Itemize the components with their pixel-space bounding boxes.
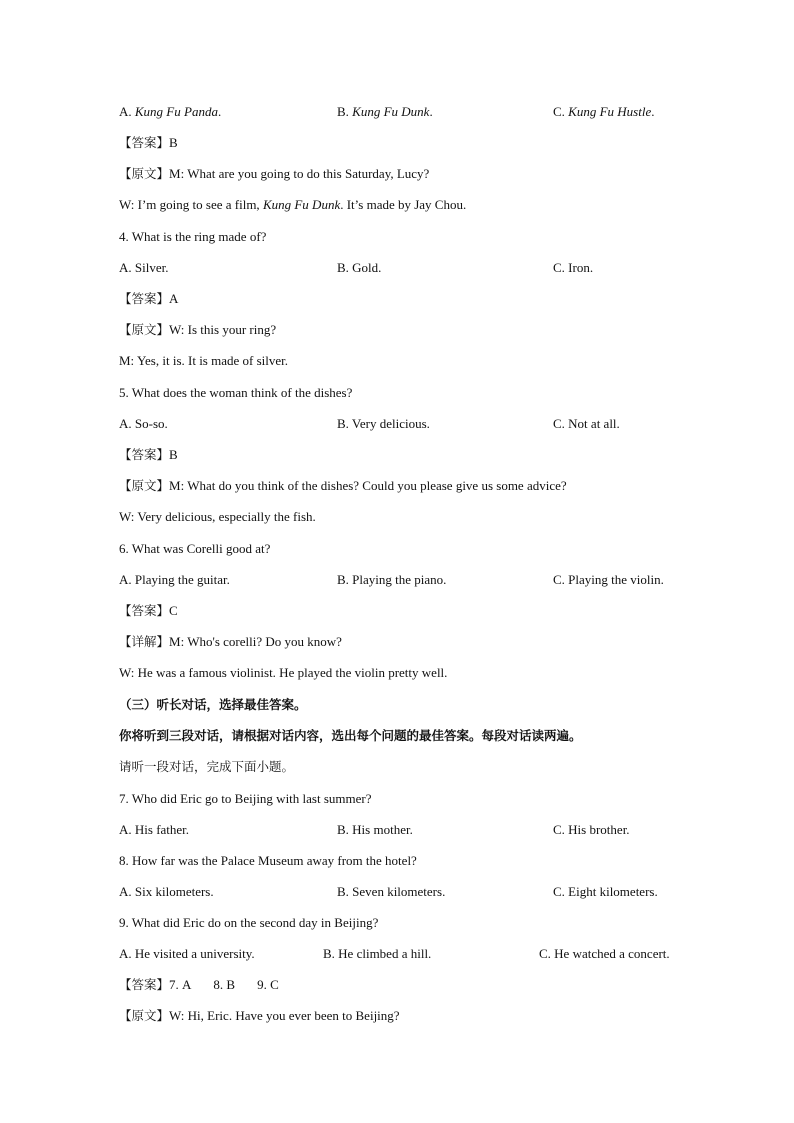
answer-7-9 — [119, 976, 279, 994]
q6-option-a: A. Playing the guitar. — [119, 572, 230, 587]
q4-option-c: C. Iron. — [553, 260, 594, 275]
q3-option-c — [553, 103, 654, 121]
q6-option-c: C. Playing the violin. — [553, 572, 664, 587]
option-letter: B. — [337, 104, 353, 119]
q3-option-a — [119, 103, 221, 121]
answer-8: 8. B — [213, 977, 236, 992]
option-end: . — [429, 104, 433, 119]
answer-4 — [119, 290, 178, 308]
transcript-tag: 【原文】 — [119, 166, 170, 181]
answer-6 — [119, 602, 178, 620]
transcript-3-m — [119, 165, 429, 183]
q9-option-a: A. He visited a university. — [119, 946, 255, 961]
q8-option-a: A. Six kilometers. — [119, 884, 214, 899]
answer-7: 7. A — [169, 977, 192, 992]
q7-option-a: A. His father. — [119, 822, 190, 837]
option-letter: C. — [553, 104, 569, 119]
q4-option-b: B. Gold. — [337, 260, 382, 275]
q8-option-b: B. Seven kilometers. — [337, 884, 446, 899]
section-heading: （三）听长对话，选择最佳答案。 — [119, 697, 307, 712]
option-letter: A. — [119, 104, 135, 119]
question-8: 8. How far was the Palace Museum away from the hotel? — [119, 853, 417, 868]
transcript-post: . It’s made by Jay Chou. — [340, 197, 467, 212]
transcript-6-w: W: He was a famous violinist. He played the violin pretty well. — [119, 665, 448, 680]
question-5: 5. What does the woman think of the dishes? — [119, 385, 353, 400]
transcript-pre: W: I’m going to see a film, — [119, 197, 263, 212]
option-title: Kung Fu Hustle — [568, 104, 652, 119]
transcript-5-w: W: Very delicious, especially the fish. — [119, 509, 316, 524]
answer-text: B — [169, 447, 178, 462]
answer-tag: 【答案】 — [119, 447, 170, 462]
transcript-text: M: What do you think of the dishes? Could you please give us some advice? — [169, 478, 567, 493]
transcript-text: W: Is this your ring? — [169, 322, 277, 337]
detail-tag: 【详解】 — [119, 634, 170, 649]
answer-3 — [119, 134, 178, 152]
q9-option-b: B. He climbed a hill. — [323, 946, 432, 961]
transcript-4-w — [119, 321, 276, 339]
question-9: 9. What did Eric do on the second day in Beijing? — [119, 915, 379, 930]
answer-5 — [119, 446, 178, 464]
transcript-5-m — [119, 477, 567, 495]
answer-9: 9. C — [257, 977, 279, 992]
q8-option-c: C. Eight kilometers. — [553, 884, 658, 899]
transcript-7-w — [119, 1007, 400, 1025]
q6-option-b: B. Playing the piano. — [337, 572, 447, 587]
transcript-6-m — [119, 633, 342, 651]
q7-option-b: B. His mother. — [337, 822, 413, 837]
transcript-tag: 【原文】 — [119, 322, 170, 337]
transcript-tag: 【原文】 — [119, 1008, 170, 1023]
q5-option-b: B. Very delicious. — [337, 416, 430, 431]
q5-option-a: A. So-so. — [119, 416, 168, 431]
q3-option-b — [337, 103, 433, 121]
transcript-tag: 【原文】 — [119, 478, 170, 493]
answer-tag: 【答案】 — [119, 603, 170, 618]
listen-instruction: 请听一段对话，完成下面小题。 — [119, 759, 295, 774]
section-instructions: 你将听到三段对话，请根据对话内容，选出每个问题的最佳答案。每段对话读两遍。 — [119, 728, 582, 743]
transcript-text: M: Who's corelli? Do you know? — [169, 634, 342, 649]
transcript-3-w — [119, 196, 466, 214]
question-6: 6. What was Corelli good at? — [119, 541, 271, 556]
transcript-text: M: What are you going to do this Saturday, Lucy? — [169, 166, 430, 181]
answer-text: A — [169, 291, 179, 306]
answer-text: B — [169, 135, 178, 150]
q7-option-c: C. His brother. — [553, 822, 630, 837]
answer-tag: 【答案】 — [119, 977, 170, 992]
option-end: . — [217, 104, 222, 119]
answer-tag: 【答案】 — [119, 135, 170, 150]
transcript-title: Kung Fu Dunk — [262, 197, 341, 212]
q5-option-c: C. Not at all. — [553, 416, 620, 431]
option-title: Kung Fu Panda — [134, 104, 218, 119]
q9-option-c: C. He watched a concert. — [539, 946, 670, 961]
option-title: Kung Fu Dunk — [352, 104, 430, 119]
q4-option-a: A. Silver. — [119, 260, 169, 275]
option-end: . — [651, 104, 655, 119]
answer-tag: 【答案】 — [119, 291, 170, 306]
transcript-4-m: M: Yes, it is. It is made of silver. — [119, 353, 289, 368]
transcript-text: W: Hi, Eric. Have you ever been to Beijing? — [169, 1008, 400, 1023]
answer-text: C — [169, 603, 178, 618]
question-4: 4. What is the ring made of? — [119, 229, 267, 244]
question-7: 7. Who did Eric go to Beijing with last summer? — [119, 791, 372, 806]
